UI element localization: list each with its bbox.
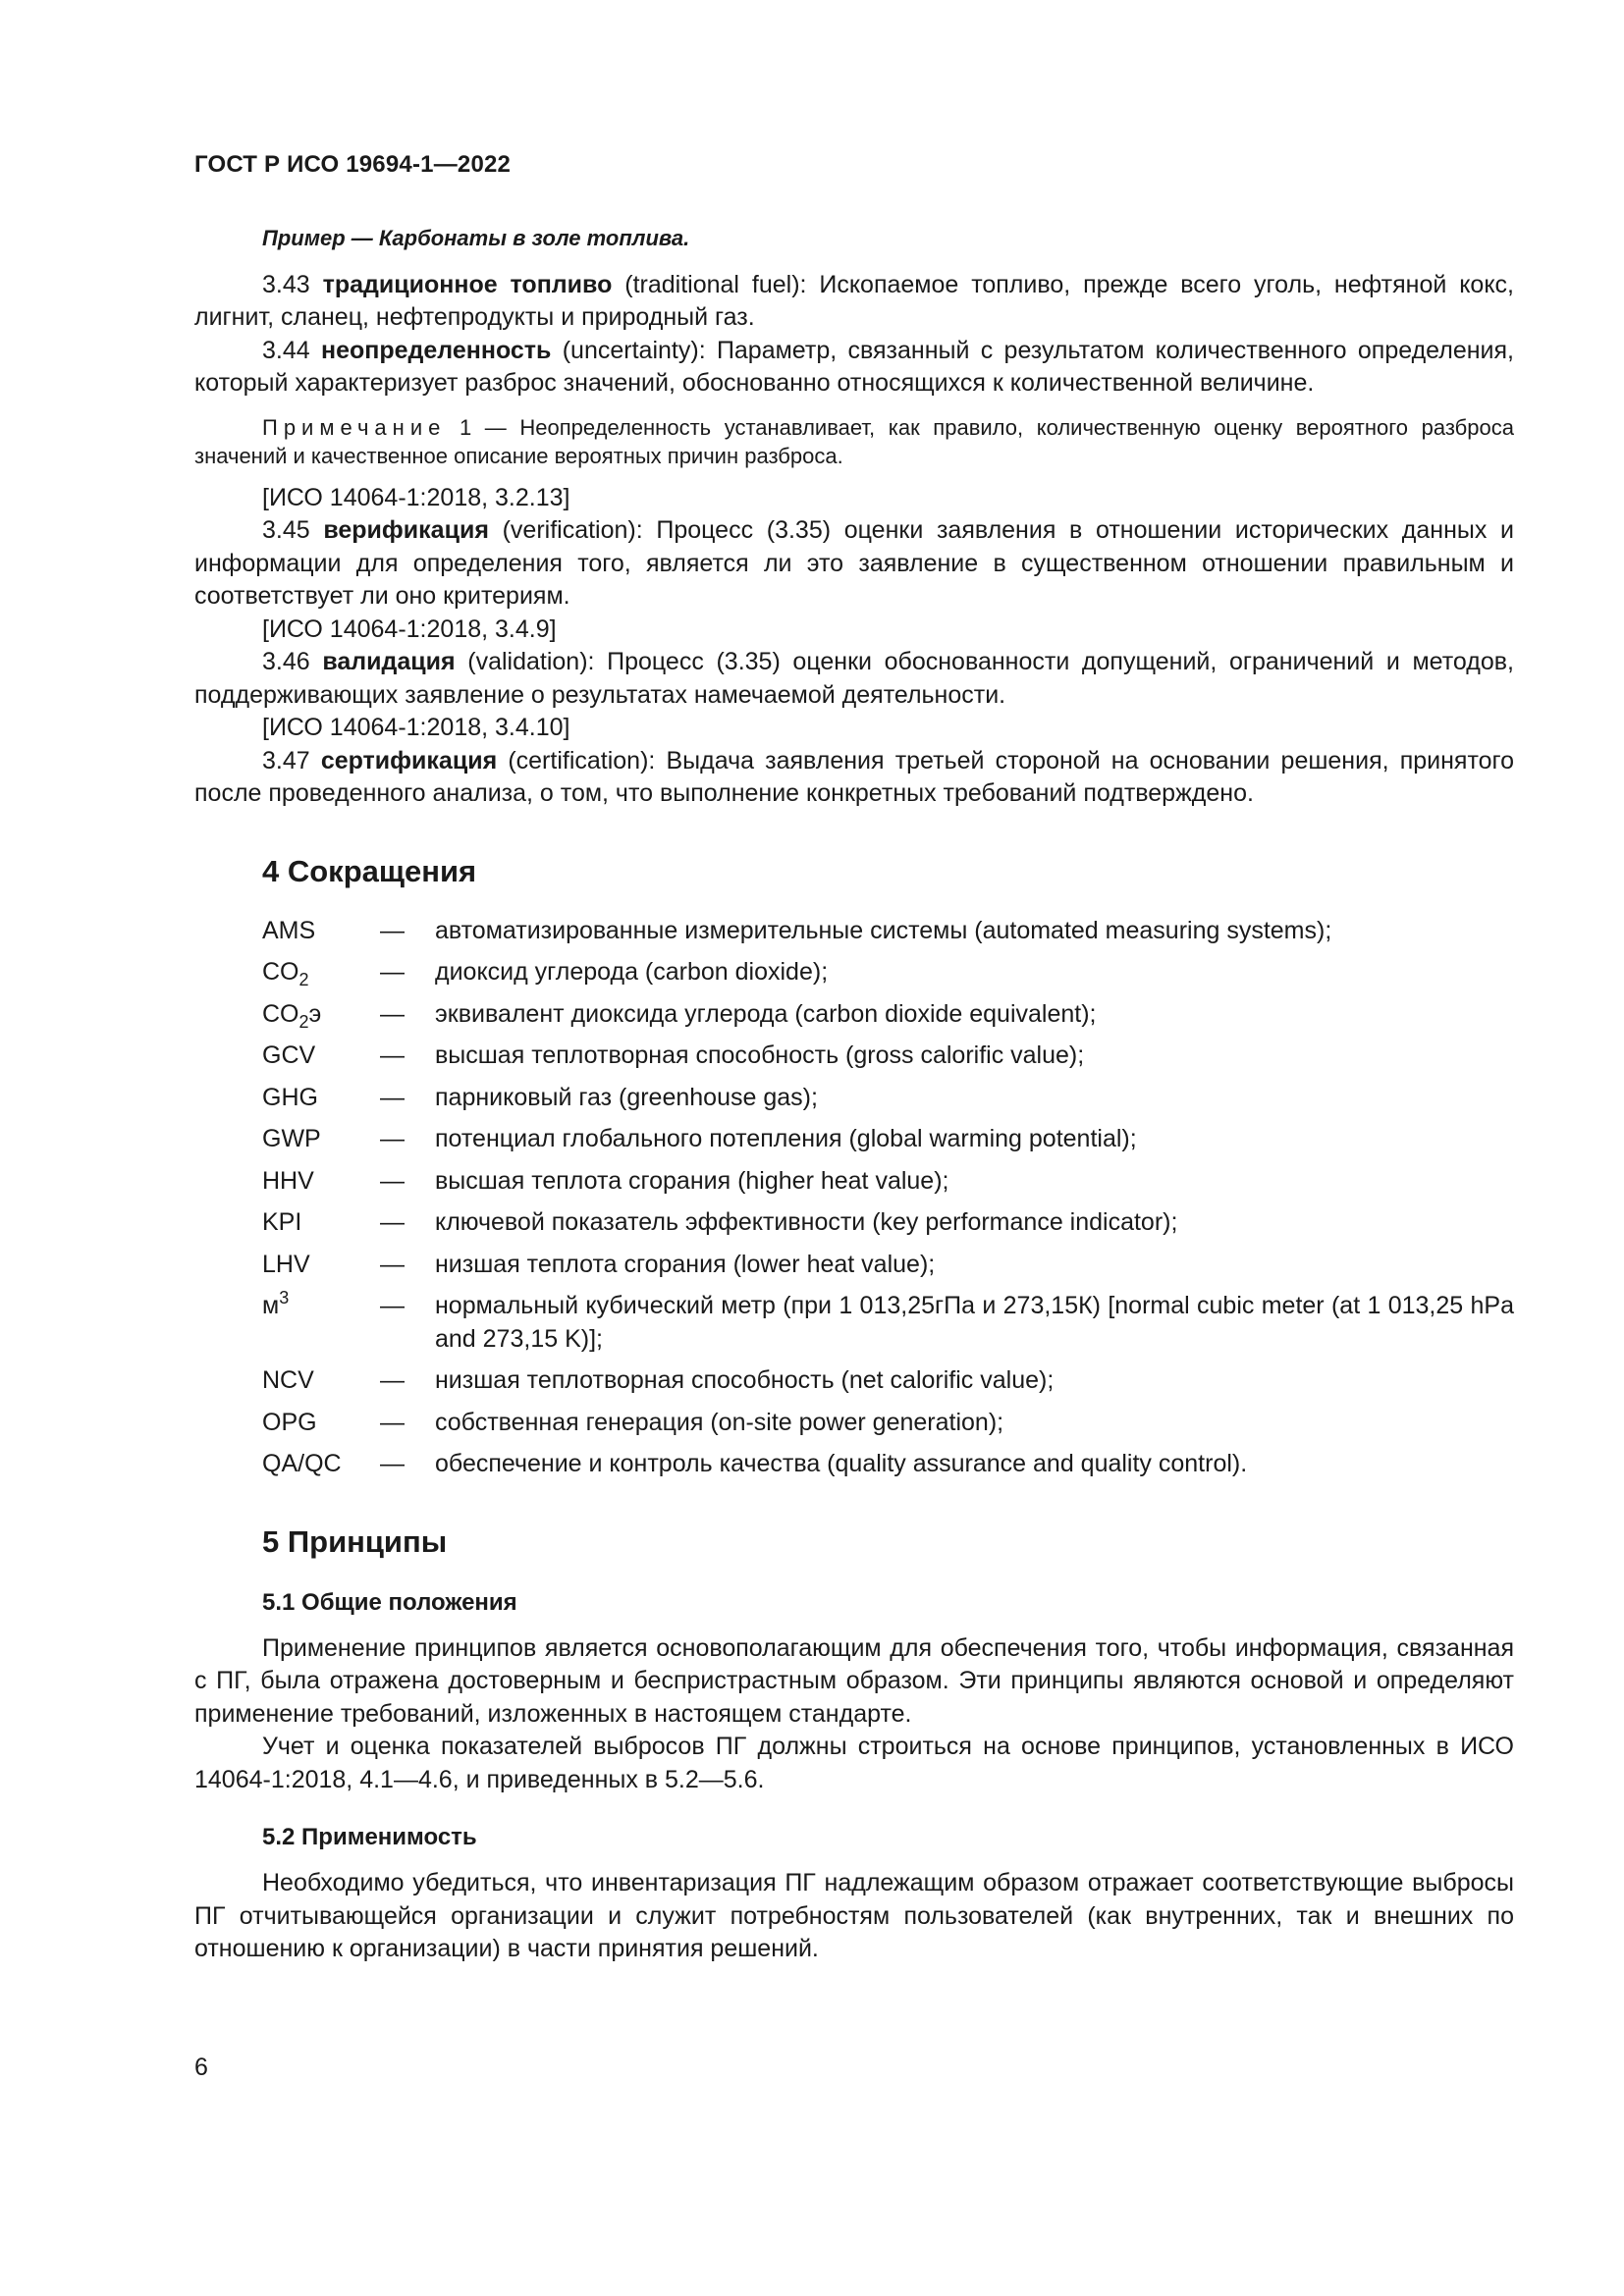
term-3-47: [194, 745, 1514, 811]
abbreviation-item: [262, 998, 1514, 1032]
term-tail: э: [308, 999, 322, 1028]
page-content: [194, 222, 1514, 1966]
term-superscript: 3: [279, 1288, 290, 1308]
dash: —: [380, 1366, 405, 1394]
abbreviation-description: обеспечение и контроль качества (quality assurance and quality control).: [435, 1450, 1248, 1477]
term-english: (validation): [467, 648, 588, 675]
term-subscript: 2: [298, 1011, 309, 1032]
term-3-45-reference: [ИСО 14064-1:2018, 3.4.9]: [262, 614, 557, 643]
term-3-43: [194, 269, 1514, 335]
abbreviation-term: GHG: [262, 1083, 318, 1111]
term-name: неопределенность: [320, 336, 552, 364]
term-3-46-reference: [ИСО 14064-1:2018, 3.4.10]: [262, 714, 570, 741]
abbreviation-description: ключевой показатель эффективности (key performance indicator);: [435, 1208, 1178, 1236]
example-text: Пример — Карбонаты в золе топлива.: [262, 226, 690, 250]
abbreviation-description: высшая теплота сгорания (higher heat value);: [435, 1166, 949, 1195]
dash: —: [380, 1408, 405, 1436]
abbreviation-description: эквивалент диоксида углерода (carbon dioxide equivalent);: [435, 999, 1097, 1028]
document-header: ГОСТ Р ИСО 19694-1—2022: [194, 151, 512, 178]
term-subscript: 2: [298, 970, 309, 989]
abbreviation-description: потенциал глобального потепления (global warming potential);: [435, 1125, 1137, 1152]
abbreviation-term: NCV: [262, 1366, 314, 1394]
abbreviation-description: низшая теплотворная способность (net calorific value);: [435, 1366, 1055, 1394]
term-3-44-reference: [ИСО 14064-1:2018, 3.2.13]: [262, 483, 570, 511]
abbreviation-item: [262, 1206, 1514, 1240]
abbreviation-term: [262, 956, 380, 989]
term-english: (uncertainty): [562, 336, 699, 364]
term-number: 3.44: [262, 336, 310, 364]
paragraph: Учет и оценка показателей выбросов ПГ должны строиться на основе принципов, установленных в ИСО 14064-1:2018, 4.1—4.6, и приведенных в 5.2—5.6.: [194, 1733, 1514, 1793]
term-name: валидация: [322, 648, 456, 675]
term-definition: : Процесс (3.35) оценки обоснованности допущений, ограничений и методов, поддерживающих заявление о результатах намечаемой деятельности.: [194, 648, 1514, 709]
subsection-5-1-title: 5.1 Общие положения: [262, 1588, 517, 1616]
abbreviation-item: [262, 1249, 1514, 1282]
dash: —: [380, 1041, 405, 1069]
abbreviation-term: GWP: [262, 1125, 321, 1152]
term-number: 3.46: [262, 648, 310, 675]
term-definition: : Ископаемое топливо, прежде всего уголь, нефтяной кокс, лигнит, сланец, нефтепродукты и природный газ.: [194, 270, 1515, 331]
term-definition: : Параметр, связанный с результатом количественного определения, который характеризует разброс значений, обоснованно относящихся к количественной величине.: [194, 336, 1514, 397]
paragraph: Необходимо убедиться, что инвентаризация ПГ надлежащим образом отражает соответствующие выбросы ПГ отчитывающейся организации и служит потребностям пользователей (как внутренних, так и внешних по отношению к организации) в части принятия решений.: [194, 1869, 1514, 1962]
term-3-45: [194, 514, 1514, 614]
abbreviation-term: [262, 1290, 380, 1323]
abbreviation-term: [262, 998, 380, 1032]
term-number: 3.43: [262, 270, 310, 298]
abbreviation-description: автоматизированные измерительные системы (automated measuring systems);: [435, 916, 1332, 944]
abbreviation-description: парниковый газ (greenhouse gas);: [435, 1083, 818, 1111]
term-base: CO: [262, 999, 299, 1028]
term-base: CO: [262, 958, 299, 986]
dash: —: [380, 1292, 405, 1319]
term-number: 3.45: [262, 516, 310, 544]
abbreviation-description: собственная генерация (on-site power generation);: [435, 1408, 1004, 1436]
abbreviation-item: [262, 956, 1514, 989]
dash: —: [380, 1125, 405, 1152]
dash: —: [380, 999, 405, 1028]
abbreviation-term: QA/QC: [262, 1450, 342, 1477]
term-name: сертификация: [320, 746, 498, 774]
term-number: 3.47: [262, 746, 310, 774]
dash: —: [380, 1083, 405, 1111]
term-english: (certification): [508, 746, 649, 774]
term-3-44: [194, 335, 1514, 400]
abbreviation-term: HHV: [262, 1166, 314, 1195]
abbreviation-term: GCV: [262, 1041, 316, 1069]
abbreviation-item: [262, 1407, 1514, 1440]
note-label: Примечание: [262, 414, 447, 440]
abbreviation-description: нормальный кубический метр (при 1 013,25гПа и 273,15К) [normal cubic meter (at 1 013,25 hPa and 273,15 K)];: [435, 1292, 1514, 1353]
abbreviations-list: [262, 915, 1514, 1481]
abbreviation-term: OPG: [262, 1408, 317, 1436]
paragraph: Применение принципов является основополагающим для обеспечения того, чтобы информация, связанная с ПГ, была отражена достоверным и беспристрастным образом. Эти принципы являются основой и определяют применение требований, изложенных в настоящем стандарте.: [194, 1633, 1514, 1728]
abbreviation-item: [262, 1364, 1514, 1398]
abbreviation-term: LHV: [262, 1250, 310, 1278]
abbreviation-term: AMS: [262, 916, 316, 944]
abbreviation-item: [262, 1082, 1514, 1115]
dash: —: [380, 1166, 405, 1195]
dash: —: [380, 1450, 405, 1477]
abbreviation-item: [262, 1165, 1514, 1199]
subsection-5-2-title: 5.2 Применимость: [262, 1824, 477, 1850]
abbreviation-item: [262, 1290, 1514, 1356]
section-4-title: 4 Сокращения: [262, 853, 477, 888]
term-3-46: [194, 646, 1514, 712]
abbreviation-item: [262, 1448, 1514, 1481]
page-number: 6: [194, 2054, 208, 2081]
term-english: (verification): [502, 516, 636, 544]
dash: —: [380, 1208, 405, 1236]
term-definition: : Выдача заявления третьей стороной на основании решения, принятого после проведенного анализа, о том, что выполнение конкретных требований подтверждено.: [194, 746, 1514, 807]
abbreviation-description: низшая теплота сгорания (lower heat value);: [435, 1250, 936, 1278]
abbreviation-item: [262, 1040, 1514, 1073]
dash: —: [380, 916, 405, 944]
section-5-title: 5 Принципы: [262, 1523, 448, 1559]
abbreviation-item: [262, 1123, 1514, 1156]
abbreviation-description: диоксид углерода (carbon dioxide);: [435, 958, 829, 986]
term-base: м: [262, 1292, 280, 1319]
abbreviation-description: высшая теплотворная способность (gross calorific value);: [435, 1041, 1085, 1069]
term-english: (traditional fuel): [624, 270, 800, 298]
abbreviation-item: [262, 915, 1514, 948]
term-definition: : Процесс (3.35) оценки заявления в отношении исторических данных и информации для определения того, является ли это заявление в существенном отношении правильным и соответствует ли оно критериям.: [194, 516, 1514, 610]
term-name: верификация: [323, 516, 489, 544]
term-3-44-note: [194, 413, 1514, 470]
note-text: 1 — Неопределенность устанавливает, как правило, количественную оценку вероятного разброса значений и качественное описание вероятных причин разброса.: [194, 414, 1514, 468]
term-name: традиционное топливо: [322, 270, 613, 298]
dash: —: [380, 958, 405, 986]
abbreviation-term: KPI: [262, 1208, 302, 1236]
dash: —: [380, 1250, 405, 1278]
